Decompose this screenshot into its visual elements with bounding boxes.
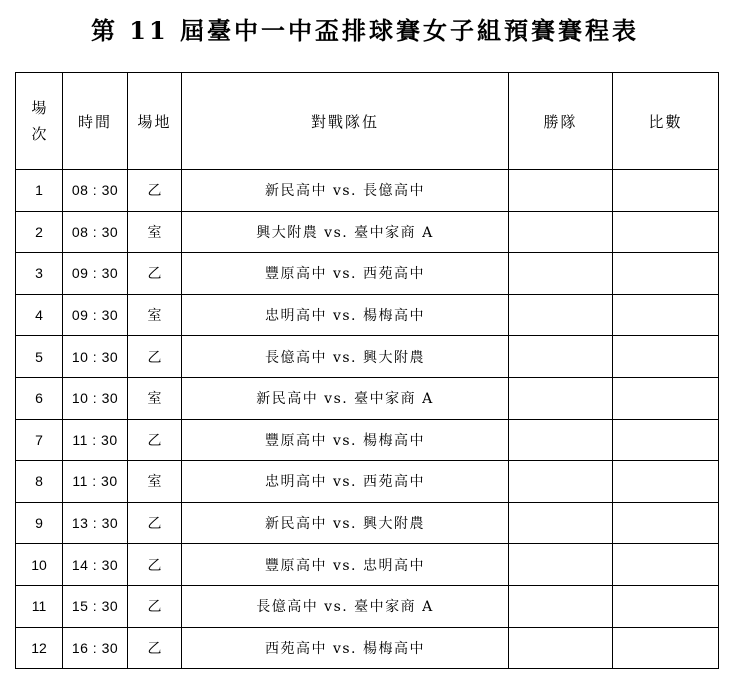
cell-winner xyxy=(509,627,613,669)
schedule-table-header xyxy=(16,73,719,170)
header-score: 比數 xyxy=(613,73,719,170)
cell-match-number: 11 xyxy=(16,585,63,627)
cell-score xyxy=(613,294,719,336)
cell-match-number: 10 xyxy=(16,544,63,586)
cell-venue: 乙 xyxy=(128,544,182,586)
cell-time: 08 : 30 xyxy=(63,211,128,253)
cell-score xyxy=(613,544,719,586)
header-row xyxy=(16,73,719,170)
cell-venue: 乙 xyxy=(128,336,182,378)
header-venue: 場地 xyxy=(128,73,182,170)
cell-time: 10 : 30 xyxy=(63,336,128,378)
cell-match-teams: 豐原高中 vs. 楊梅高中 xyxy=(182,419,509,461)
cell-time: 09 : 30 xyxy=(63,253,128,295)
cell-time: 11 : 30 xyxy=(63,461,128,503)
cell-match-teams: 興大附農 vs. 臺中家商 A xyxy=(182,211,509,253)
cell-match-number: 9 xyxy=(16,502,63,544)
cell-match-teams: 長億高中 vs. 興大附農 xyxy=(182,336,509,378)
table-row xyxy=(16,170,719,212)
cell-match-teams: 西苑高中 vs. 楊梅高中 xyxy=(182,627,509,669)
cell-venue: 乙 xyxy=(128,170,182,212)
cell-match-teams: 新民高中 vs. 臺中家商 A xyxy=(182,377,509,419)
cell-time: 11 : 30 xyxy=(63,419,128,461)
cell-time: 13 : 30 xyxy=(63,502,128,544)
cell-venue: 室 xyxy=(128,294,182,336)
cell-venue: 乙 xyxy=(128,253,182,295)
cell-match-teams: 豐原高中 vs. 西苑高中 xyxy=(182,253,509,295)
cell-score xyxy=(613,211,719,253)
cell-score xyxy=(613,419,719,461)
cell-match-number: 2 xyxy=(16,211,63,253)
cell-score xyxy=(613,377,719,419)
cell-match-number: 8 xyxy=(16,461,63,503)
cell-match-teams: 新民高中 vs. 興大附農 xyxy=(182,502,509,544)
cell-winner xyxy=(509,253,613,295)
cell-match-teams: 忠明高中 vs. 西苑高中 xyxy=(182,461,509,503)
cell-match-teams: 忠明高中 vs. 楊梅高中 xyxy=(182,294,509,336)
cell-time: 15 : 30 xyxy=(63,585,128,627)
page-title: 第 11 屆臺中一中盃排球賽女子組預賽賽程表 xyxy=(90,16,640,45)
cell-winner xyxy=(509,585,613,627)
cell-score xyxy=(613,336,719,378)
table-row xyxy=(16,627,719,669)
cell-winner xyxy=(509,170,613,212)
cell-score xyxy=(613,461,719,503)
cell-score xyxy=(613,627,719,669)
schedule-table xyxy=(15,72,719,669)
schedule-table-body xyxy=(16,170,719,669)
table-row xyxy=(16,253,719,295)
table-row xyxy=(16,502,719,544)
cell-venue: 乙 xyxy=(128,419,182,461)
table-row xyxy=(16,211,719,253)
cell-time: 16 : 30 xyxy=(63,627,128,669)
cell-score xyxy=(613,170,719,212)
cell-winner xyxy=(509,544,613,586)
cell-match-number: 1 xyxy=(16,170,63,212)
header-winner: 勝隊 xyxy=(509,73,613,170)
cell-venue: 室 xyxy=(128,211,182,253)
cell-match-teams: 長億高中 vs. 臺中家商 A xyxy=(182,585,509,627)
cell-match-number: 6 xyxy=(16,377,63,419)
table-row xyxy=(16,419,719,461)
cell-venue: 室 xyxy=(128,377,182,419)
cell-winner xyxy=(509,461,613,503)
cell-winner xyxy=(509,419,613,461)
cell-winner xyxy=(509,502,613,544)
cell-match-number: 5 xyxy=(16,336,63,378)
cell-time: 10 : 30 xyxy=(63,377,128,419)
cell-score xyxy=(613,502,719,544)
cell-time: 14 : 30 xyxy=(63,544,128,586)
header-time: 時間 xyxy=(63,73,128,170)
table-row xyxy=(16,585,719,627)
cell-time: 09 : 30 xyxy=(63,294,128,336)
cell-match-number: 4 xyxy=(16,294,63,336)
cell-match-number: 7 xyxy=(16,419,63,461)
cell-match-teams: 新民高中 vs. 長億高中 xyxy=(182,170,509,212)
cell-match-number: 3 xyxy=(16,253,63,295)
header-match-number-line1: 場 xyxy=(31,99,47,117)
cell-venue: 乙 xyxy=(128,627,182,669)
header-match-teams: 對戰隊伍 xyxy=(182,73,509,170)
cell-match-number: 12 xyxy=(16,627,63,669)
header-match-number xyxy=(16,73,63,170)
table-row xyxy=(16,294,719,336)
cell-winner xyxy=(509,336,613,378)
cell-winner xyxy=(509,211,613,253)
cell-winner xyxy=(509,294,613,336)
cell-score xyxy=(613,585,719,627)
cell-time: 08 : 30 xyxy=(63,170,128,212)
cell-winner xyxy=(509,377,613,419)
cell-venue: 乙 xyxy=(128,585,182,627)
table-row xyxy=(16,336,719,378)
cell-score xyxy=(613,253,719,295)
cell-venue: 乙 xyxy=(128,502,182,544)
cell-match-teams: 豐原高中 vs. 忠明高中 xyxy=(182,544,509,586)
table-row xyxy=(16,377,719,419)
header-match-number-line2: 次 xyxy=(31,125,47,143)
table-row xyxy=(16,461,719,503)
table-row xyxy=(16,544,719,586)
cell-venue: 室 xyxy=(128,461,182,503)
